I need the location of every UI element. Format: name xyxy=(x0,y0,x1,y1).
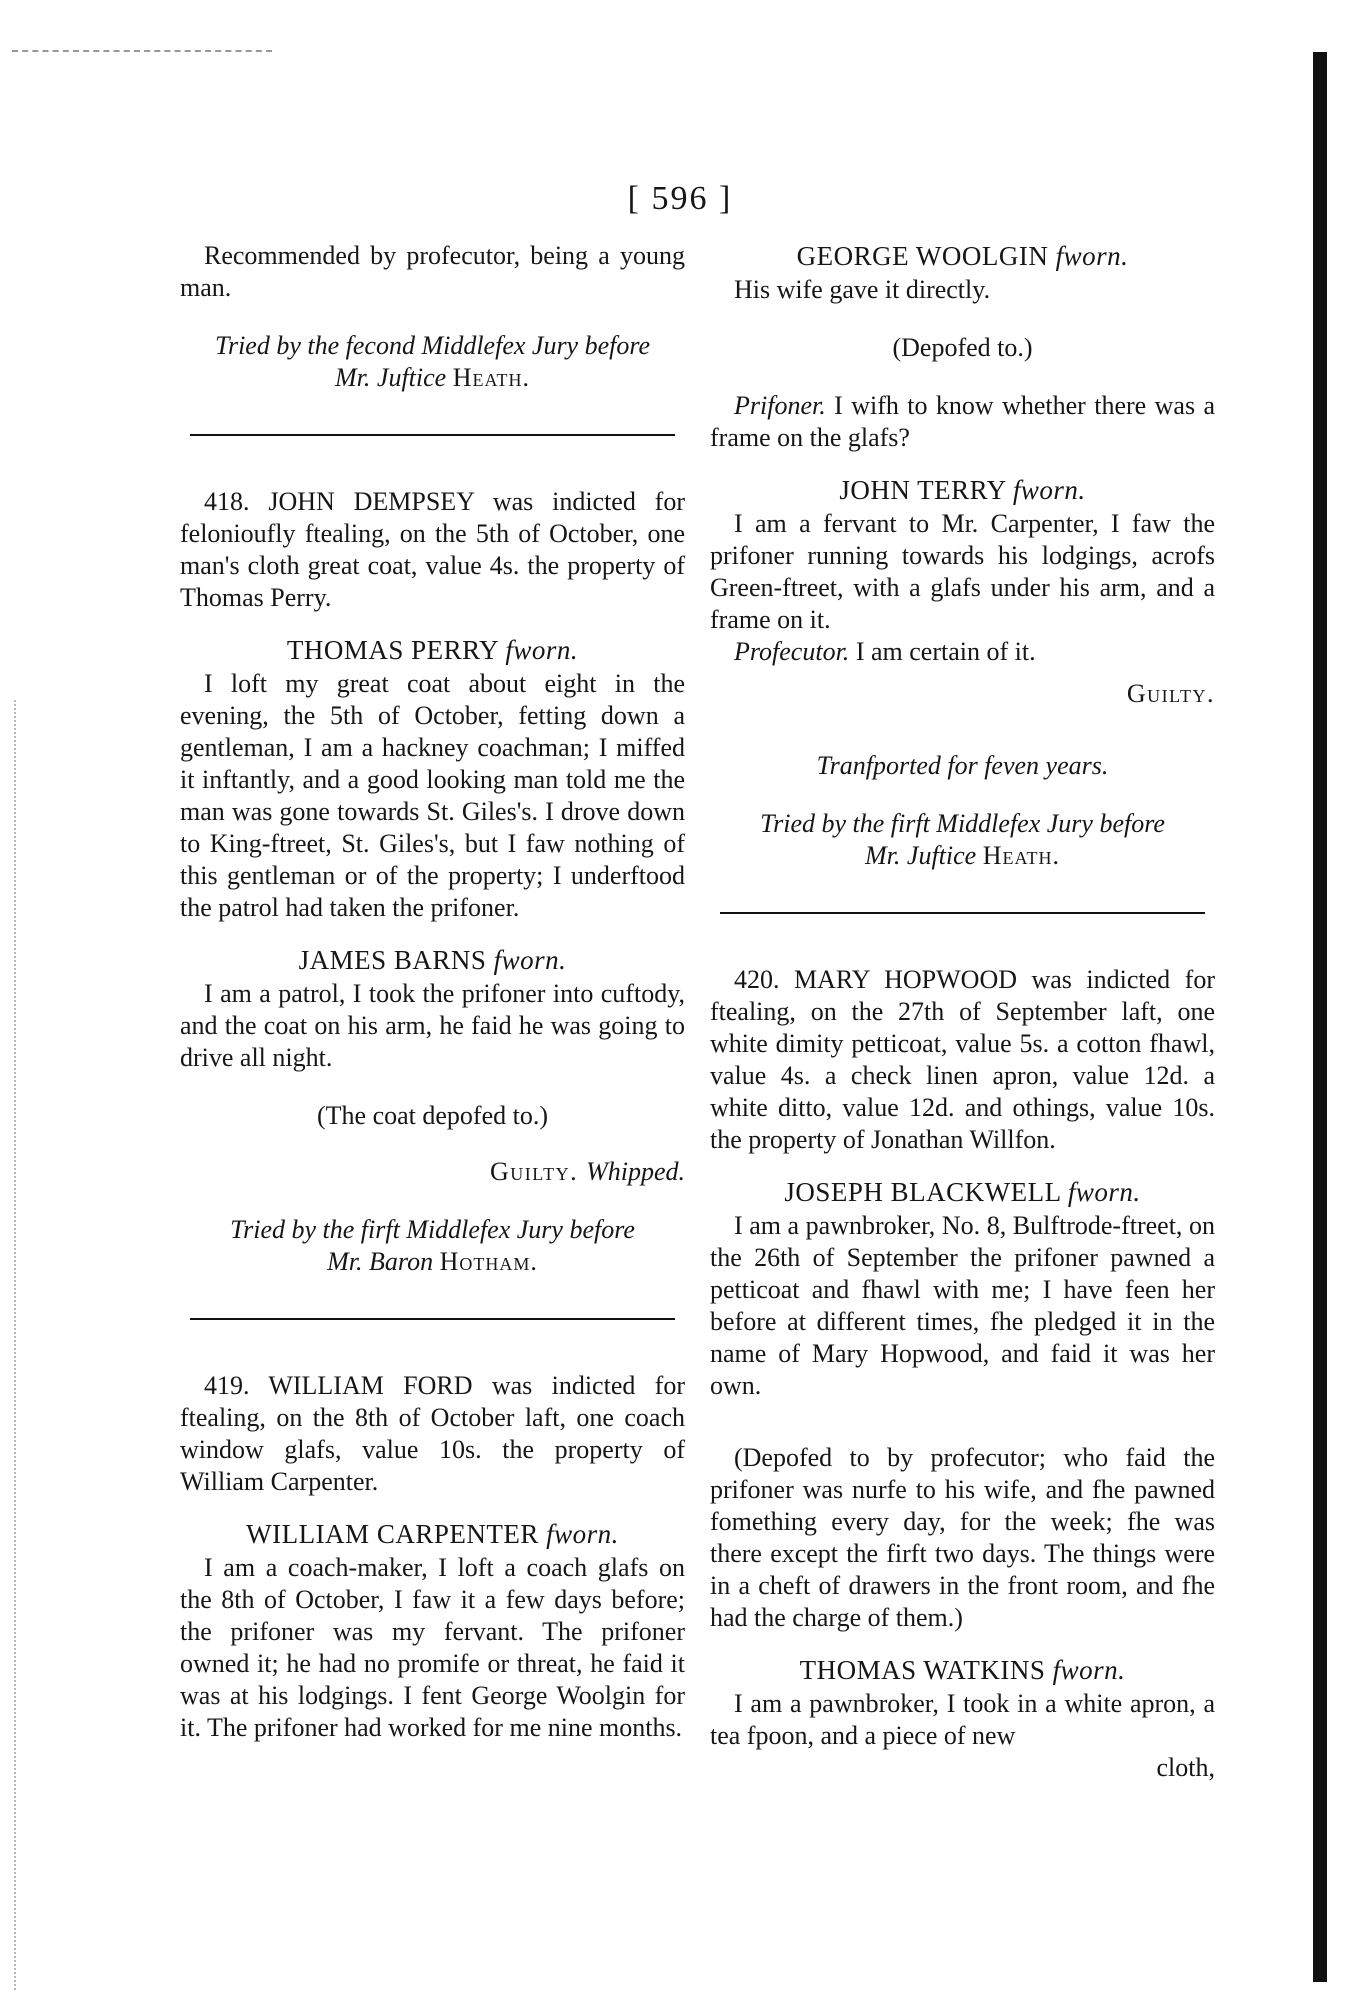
judge-name: Hotham. xyxy=(439,1247,538,1276)
deposition-note: (Depofed to by profecutor; who faid the prifoner was nurfe to his wife, and fhe pawned fomething every day, for the week; fhe was there except the firft two days. The things were in a cheft of drawers in the front room, and fhe had the charge of them.) xyxy=(710,1443,1215,1632)
witness-name: THOMAS PERRY xyxy=(286,635,499,665)
case-418-indictment: 418. JOHN DEMPSEY was indicted for felonioufly ftealing, on the 5th of October, one man's cloth great coat, value 4s. the property of Thomas Perry. xyxy=(180,487,685,612)
witness-name: JOHN TERRY xyxy=(839,475,1006,505)
judge-name: Heath. xyxy=(452,363,530,392)
barns-testimony: I am a patrol, I took the prifoner into cuftody, and the coat on his arm, he faid he was going to drive all night. xyxy=(180,979,685,1072)
section-divider xyxy=(720,912,1205,914)
sworn-label: fworn. xyxy=(1012,475,1086,505)
verdict-line xyxy=(180,1156,685,1188)
sworn-label: fworn. xyxy=(1052,1655,1126,1685)
case-419-indictment: 419. WILLIAM FORD was indicted for ftealing, on the 8th of October laft, one coach window glafs, value 10s. the property of William Carpenter. xyxy=(180,1371,685,1496)
witness-heading-barns xyxy=(180,944,685,976)
recommendation-text: Recommended by profecutor, being a young man. xyxy=(180,241,685,302)
judge-prefix: Mr. Baron xyxy=(327,1247,434,1276)
right-column xyxy=(710,240,1215,1784)
page-edge-shadow xyxy=(1313,52,1327,1982)
sworn-label: fworn. xyxy=(505,635,579,665)
witness-name: THOMAS WATKINS xyxy=(799,1655,1046,1685)
judge-prefix: Mr. Juftice xyxy=(335,363,447,392)
woolgin-testimony: His wife gave it directly. xyxy=(734,275,991,304)
prisoner-question xyxy=(710,390,1215,454)
page-number: [ 596 ] xyxy=(627,180,733,217)
left-column xyxy=(180,240,685,1744)
perry-testimony: I loft my great coat about eight in the evening, the 5th of October, fetting down a gentleman, I am a hackney coachman; I miffed it inftantly, and a good looking man told me the man was gone towards St. Giles's. I drove down to King-ftreet, St. Giles's, but I faw nothing of this gentleman or of the property; I underftood the patrol had taken the prifoner. xyxy=(180,669,685,922)
verdict-guilty: Guilty. xyxy=(1126,679,1215,708)
tried-by-line xyxy=(710,808,1215,872)
judge-prefix: Mr. Juftice xyxy=(865,841,977,870)
sworn-label: fworn. xyxy=(1067,1177,1141,1207)
scan-artifact xyxy=(12,50,272,60)
witness-heading-terry xyxy=(710,474,1215,506)
tried-by-line xyxy=(180,1214,685,1278)
prosecutor-statement-text: I am certain of it. xyxy=(855,637,1036,666)
carpenter-testimony: I am a coach-maker, I loft a coach glafs on the 8th of October, I faw it a few days before; the prifoner was my fervant. The prifoner owned it; he had no promife or threat, he faid it was at his lodgings. I fent George Woolgin for it. The prifoner had worked for me nine months. xyxy=(180,1553,685,1742)
witness-name: GEORGE WOOLGIN xyxy=(796,241,1049,271)
witness-heading-watkins xyxy=(710,1654,1215,1686)
deposed-note: (Depofed to.) xyxy=(892,333,1033,362)
witness-heading-woolgin xyxy=(710,240,1215,272)
prosecutor-statement xyxy=(710,636,1215,668)
witness-heading-carpenter xyxy=(180,1518,685,1550)
speaker-label: Prifoner. xyxy=(734,391,826,420)
case-420-indictment: 420. MARY HOPWOOD was indicted for ftealing, on the 27th of September laft, one white dimity petticoat, value 5s. a cotton fhawl, value 4s. a check linen apron, value 12d. a white ditto, value 12d. and othings, value 10s. the property of Jonathan Willfon. xyxy=(710,965,1215,1154)
verdict-whipped: Whipped. xyxy=(586,1157,685,1186)
catchword: cloth, xyxy=(1156,1753,1215,1782)
sworn-label: fworn. xyxy=(493,945,567,975)
section-divider xyxy=(190,1318,675,1320)
witness-name: JAMES BARNS xyxy=(298,945,487,975)
terry-testimony: I am a fervant to Mr. Carpenter, I faw the prifoner running towards his lodgings, acrofs Green-ftreet, with a glafs under his arm, and a frame on it. xyxy=(710,509,1215,634)
tried-by-line xyxy=(180,330,685,394)
verdict-guilty: Guilty. xyxy=(489,1157,579,1186)
witness-name: WILLIAM CARPENTER xyxy=(246,1519,539,1549)
coat-deposed-note: (The coat depofed to.) xyxy=(316,1101,548,1130)
gutter-artifact xyxy=(14,700,26,1990)
section-divider xyxy=(190,434,675,436)
sworn-label: fworn. xyxy=(546,1519,619,1549)
sworn-label: fworn. xyxy=(1055,241,1129,271)
sentence-line: Tranfported for feven years. xyxy=(816,751,1109,780)
witness-name: JOSEPH BLACKWELL xyxy=(784,1177,1061,1207)
speaker-label: Profecutor. xyxy=(734,637,850,666)
witness-heading-perry xyxy=(180,634,685,666)
blackwell-testimony: I am a pawnbroker, No. 8, Bulftrode-ftreet, on the 26th of September the prifoner pawned a petticoat and fhawl with me; I have feen her before at different times, fhe pledged it in the name of Mary Hopwood, and faid it was her own. xyxy=(710,1211,1215,1400)
watkins-testimony: I am a pawnbroker, I took in a white apron, a tea fpoon, and a piece of new xyxy=(710,1689,1215,1750)
prisoner-question-text: I wifh to know whether there was a frame on the glafs? xyxy=(710,391,1216,452)
witness-heading-blackwell xyxy=(710,1176,1215,1208)
tried-by-text: Tried by the fecond Middlefex Jury before xyxy=(214,331,651,360)
judge-name: Heath. xyxy=(982,841,1060,870)
tried-by-text: Tried by the firft Middlefex Jury before xyxy=(230,1215,635,1244)
tried-by-text: Tried by the firft Middlefex Jury before xyxy=(760,809,1165,838)
